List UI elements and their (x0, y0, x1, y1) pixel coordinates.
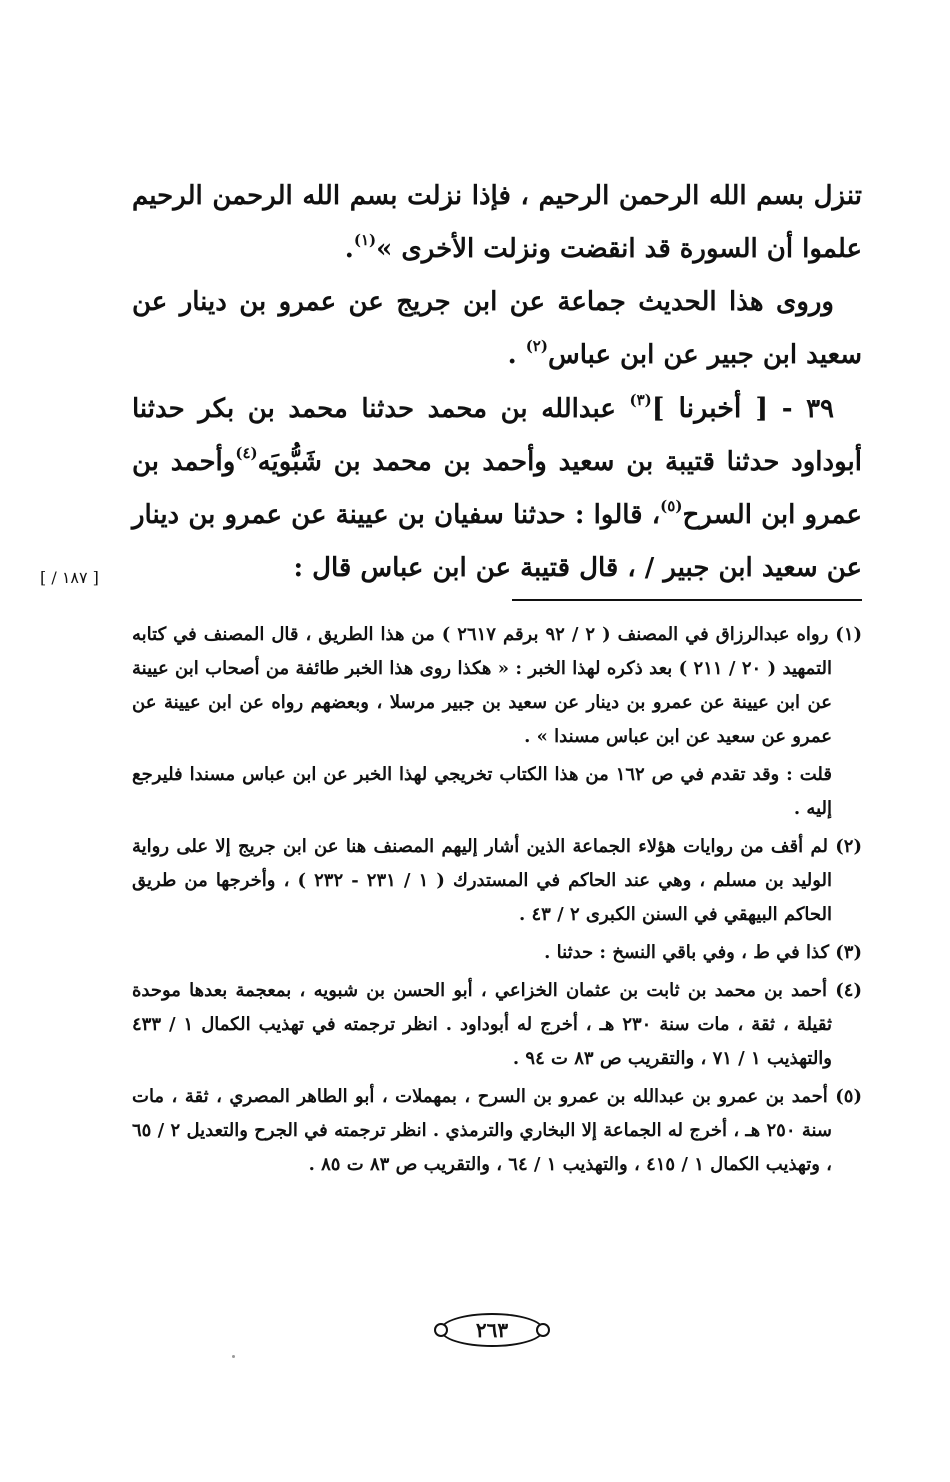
footnote-ref-3: (٣) (629, 391, 652, 409)
footnotes (132, 618, 862, 1186)
paragraph-2 (132, 276, 862, 382)
footnote-1: (١) رواه عبدالرزاق في المصنف ( ٢ / ٩٢ برقم ٢٦١٧ ) من هذا الطريق ، قال المصنف في كتابه التمهيد ( ٢٠ / ٢١١ ) بعد ذكره لهذا الخبر : « هكذا روى هذا الخبر طائفة من أصحاب ابن عيينة عن ابن عيينة عن عمرو بن دينار عن سعيد بن جبير مرسلا ، وبعضهم رواه عن ابن عيينة عن عمرو عن سعيد عن ابن عباس مسندا » . (132, 624, 863, 747)
hadith-text-a: عبدالله بن محمد حدثنا محمد بن بكر حدثنا أبوداود حدثنا قتيبة بن سعيد وأحمد بن محمد بن شَبُّويَه (132, 394, 862, 477)
paragraph-2-end: . (507, 340, 526, 370)
footnote-ref-4: (٤) (235, 444, 258, 462)
paragraph-1 (132, 170, 862, 276)
footnote-2: (٢) لم أقف من روايات هؤلاء الجماعة الذين أشار إليهم المصنف هنا عن ابن جريج إلا على رواية الوليد بن مسلم ، وهي عند الحاكم في المستدرك ( ١ / ٢٣١ - ٢٣٢ ) ، وأخرجها من طريق الحاكم البيهقي في السنن الكبرى ٢ / ٤٣ . (132, 836, 862, 925)
footnote-ref-5: (٥) (660, 497, 683, 515)
hadith-text-b: وأحمد بن عمرو ابن السرح (132, 447, 862, 530)
scan-speck (232, 1355, 235, 1358)
main-text (132, 170, 862, 595)
paragraph-1-text: تنزل بسم الله الرحمن الرحيم ، فإذا نزلت بسم الله الرحمن الرحيم علموا أن السورة قد انقضت ونزلت الأخرى » (132, 181, 862, 264)
paragraph-1-end: . (344, 234, 354, 264)
hadith-text-c: ، قالوا : حدثنا سفيان بن عيينة عن عمرو بن دينار عن سعيد ابن جبير / ، قال قتيبة عن ابن عباس قال : (132, 500, 862, 583)
hadith-label: [ أخبرنا ] (651, 393, 769, 424)
footnote-4: (٤) أحمد بن محمد بن ثابت بن عثمان الخزاعي ، أبو الحسن بن شبويه ، بمعجمة بعدها موحدة ثقيلة ، ثقة ، مات سنة ٢٣٠ هـ ، أخرج له أبوداود . انظر ترجمته في تهذيب الكمال ١ / ٤٣٣ والتهذيب ١ / ٧١ ، والتقريب ص ٨٣ ت ٩٤ . (132, 980, 862, 1069)
hadith-number: ٣٩ - (768, 394, 835, 424)
footnote-5: (٥) أحمد بن عمرو بن عبدالله بن عمرو بن السرح ، بمهملات ، أبو الطاهر المصري ، ثقة ، مات سنة ٢٥٠ هـ ، أخرج له الجماعة إلا البخاري والترمذي . انظر ترجمته في الجرح والتعديل ٢ / ٦٥ ، وتهذيب الكمال ١ / ٤١٥ ، والتهذيب ١ / ٦٤ ، والتقريب ص ٨٣ ت ٨٥ . (132, 1086, 862, 1175)
hadith-39 (132, 382, 862, 595)
margin-folio-reference: [ ١٨٧ / ] (40, 568, 99, 587)
footnote-ref-2: (٢) (525, 337, 548, 355)
footnote-3: (٣) كذا في ط ، وفي باقي النسخ : حدثنا . (544, 942, 862, 963)
paragraph-2-text: وروى هذا الحديث جماعة عن ابن جريج عن عمرو بن دينار عن سعيد ابن جبير عن ابن عباس (132, 287, 862, 370)
footnote-1-continued: قلت : وقد تقدم في ص ١٦٢ من هذا الكتاب تخريجي لهذا الخبر عن ابن عباس مسندا فليرجع إليه . (132, 764, 832, 819)
footnote-divider (512, 599, 862, 601)
page-number: ٢٦٣ (440, 1313, 544, 1347)
footnote-ref-1: (١) (353, 231, 377, 249)
